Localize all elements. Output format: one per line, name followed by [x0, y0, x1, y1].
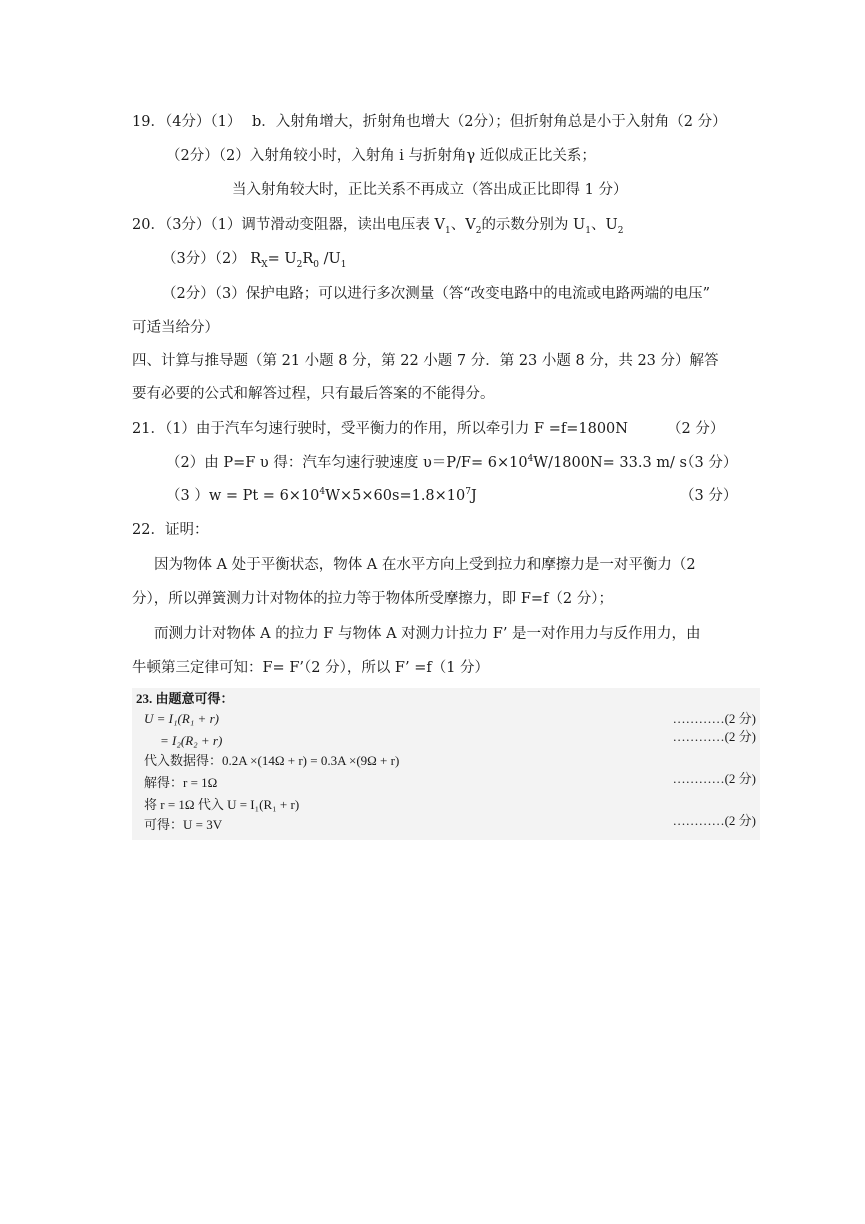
- q21-l2-b: W/1800N= 33.3 m/ s: [533, 455, 687, 471]
- q23-eq-5: 将 r = 1Ω 代入 U = I₁(R₁ + r): [144, 797, 300, 812]
- q23-scanned-block: [132, 688, 760, 840]
- sub-2b: 2: [617, 225, 624, 236]
- q22-para1-line1: 因为物体 A 处于平衡状态，物体 A 在水平方向上受到拉力和摩擦力是一对平衡力（2: [154, 557, 696, 573]
- q23-eq-2: = I₂(R₂ + r): [160, 733, 223, 748]
- sub-x: X: [261, 259, 268, 270]
- q20-line-1: [132, 215, 623, 235]
- q21-l3-c: J: [471, 488, 477, 504]
- q23-points-3: …………(2 分): [672, 771, 756, 786]
- q21-l3-b: W×5×60s=1.8×10: [325, 488, 466, 504]
- q23-eq-4: 解得：r = 1Ω: [144, 775, 218, 790]
- q19-part1-text: b．入射角增大，折射角也增大（2分）；但折射角总是小于入射角（2 分）: [252, 114, 727, 130]
- q23-points-4: …………(2 分): [672, 813, 756, 828]
- sub-2: 2: [475, 225, 482, 236]
- q20-formula-b: = U: [267, 251, 297, 267]
- q21-line-2-points: （3 分）: [680, 455, 738, 471]
- q19-line-1: [132, 112, 727, 132]
- q23-points-2: …………(2 分): [672, 729, 756, 744]
- q20-line-4: 可适当给分）: [132, 320, 219, 336]
- sub-1c: 1: [340, 259, 347, 270]
- q19-number: 19．（4分）（1）: [132, 114, 242, 130]
- q19-line-2: （2分）（2）入射角较小时，入射角 i 与折射角γ 近似成正比关系；: [166, 148, 596, 164]
- q23-eq-3: 代入数据得：0.2A ×(14Ω + r) = 0.3A ×(9Ω + r): [144, 753, 400, 768]
- q19-line-3: 当入射角较大时，正比关系不再成立（答出成正比即得 1 分）: [232, 182, 628, 198]
- q21-line-3: [166, 486, 477, 506]
- q22-para2-line1: 而测力计对物体 A 的拉力 F 与物体 A 对测力计拉力 F’ 是一对作用力与反作用力，由: [154, 626, 701, 642]
- q21-line-1-points: （2 分）: [667, 421, 725, 437]
- sub-0: 0: [313, 259, 320, 270]
- q20-text-c: 的示数分别为 U: [481, 217, 586, 233]
- q23-title: 23. 由题意可得：: [136, 691, 234, 706]
- q20-formula-d: /U: [319, 251, 341, 267]
- sup-4: 4: [527, 454, 534, 465]
- q22-para1-line2: 分），所以弹簧测力计对物体的拉力等于物体所受摩擦力，即 F=f（2 分）；: [132, 591, 614, 607]
- q23-eq-6: 可得：U = 3V: [144, 817, 223, 832]
- q21-line-3-points: （3 分）: [680, 488, 738, 504]
- q20-text-b: 、V: [450, 217, 476, 233]
- q20-line-2: [162, 249, 346, 269]
- q23-eq-1: U = I₁(R₁ + r): [144, 711, 219, 726]
- sub-1: 1: [444, 225, 451, 236]
- sup-4b: 4: [319, 487, 326, 498]
- section4-line-2: 要有必要的公式和解答过程，只有最后答案的不能得分。: [132, 386, 495, 402]
- section4-line-1: 四、计算与推导题（第 21 小题 8 分，第 22 小题 7 分．第 23 小题 8 分，共 23 分）解答: [132, 353, 719, 369]
- q21-l2-a: （2）由 P=F υ 得：汽车匀速行驶速度 υ＝P/F= 6×10: [166, 455, 528, 471]
- q23-points-1: …………(2 分): [672, 711, 756, 726]
- q22-title: 22．证明：: [132, 522, 209, 538]
- q20-text-d: 、U: [591, 217, 618, 233]
- q20-formula-a: （3分）（2） R: [162, 251, 262, 267]
- sub-1b: 1: [585, 225, 592, 236]
- q22-para2-line2: 牛顿第三定律可知：F= F’（2 分），所以 F’ =f（1 分）: [132, 660, 490, 676]
- q21-line-1: 21．（1）由于汽车匀速行驶时，受平衡力的作用，所以牵引力 F =f=1800N: [132, 421, 628, 437]
- q20-text-a: 20．（3分）（1）调节滑动变阻器，读出电压表 V: [132, 217, 445, 233]
- q20-formula-c: R: [302, 251, 314, 267]
- q20-line-3: （2分）（3）保护电路；可以进行多次测量（答“改变电路中的电流或电路两端的电压”: [162, 286, 711, 302]
- sub-2c: 2: [296, 259, 303, 270]
- sup-7: 7: [465, 487, 471, 498]
- q21-l3-a: （3 ）w = Pt = 6×10: [166, 488, 320, 504]
- q21-line-2: [166, 453, 687, 473]
